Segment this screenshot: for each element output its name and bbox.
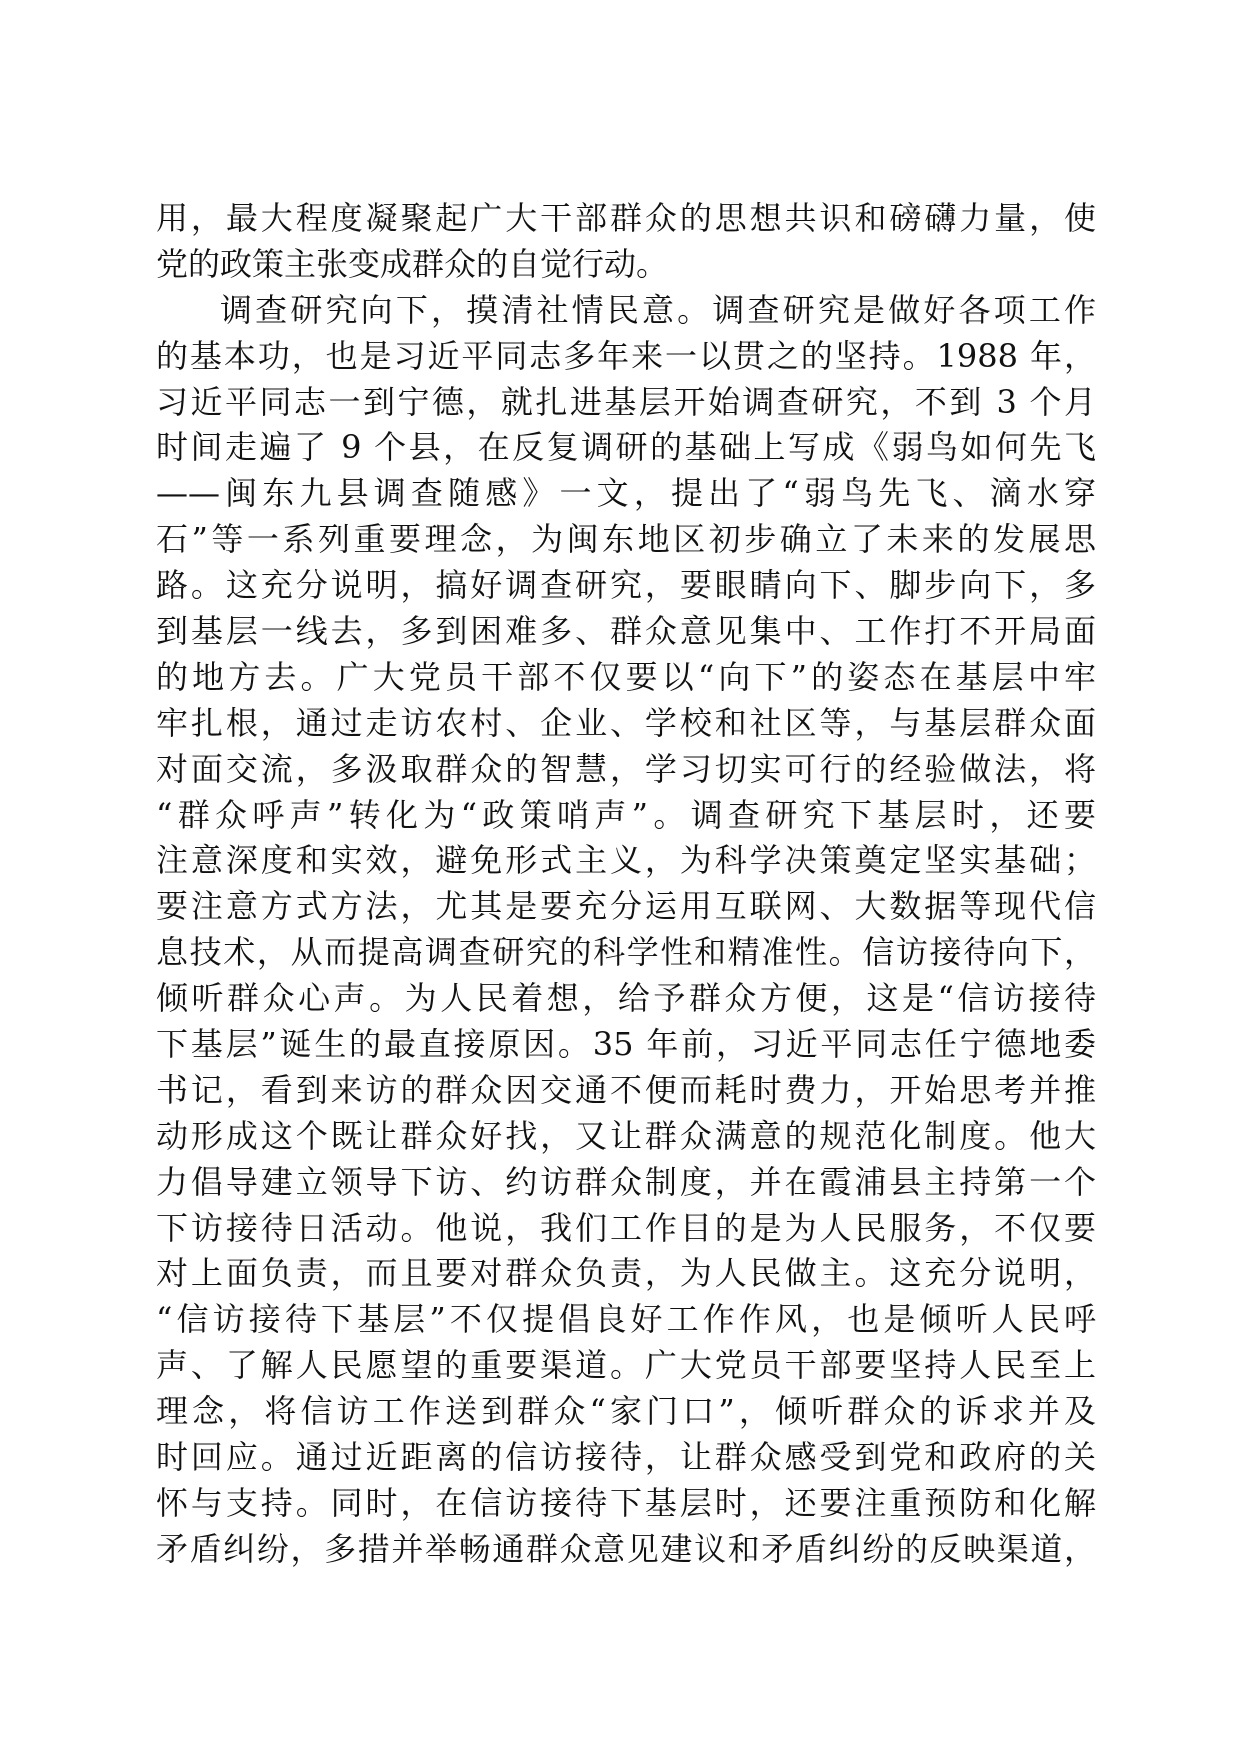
text-line: 对上面负责，而且要对群众负责，为人民做主。这充分说明，: [156, 1254, 1096, 1293]
text-line: 党的政策主张变成群众的自觉行动。: [156, 244, 669, 283]
text-line: “群众呼声”转化为“政策哨声”。调查研究下基层时，还要: [156, 795, 1096, 834]
text-line: 书记，看到来访的群众因交通不便而耗时费力，开始思考并推: [156, 1070, 1096, 1109]
text-line: 牢扎根，通过走访农村、企业、学校和社区等，与基层群众面: [156, 703, 1096, 742]
text-line: 倾听群众心声。为人民着想，给予群众方便，这是“信访接待: [156, 979, 1096, 1018]
text-line: 的基本功，也是习近平同志多年来一以贯之的坚持。1988 年，: [156, 336, 1096, 375]
text-line: 力倡导建立领导下访、约访群众制度，并在霞浦县主持第一个: [156, 1162, 1096, 1201]
body-text: [156, 196, 1096, 1573]
text-line: 矛盾纠纷，多措并举畅通群众意见建议和矛盾纠纷的反映渠道，: [156, 1529, 1096, 1568]
text-line: 习近平同志一到宁德，就扎进基层开始调查研究，不到 3 个月: [156, 382, 1096, 421]
paragraph-first-line: 调查研究向下，摸清社情民意。调查研究是做好各项工作: [220, 290, 1096, 329]
text-line: 下访接待日活动。他说，我们工作目的是为人民服务，不仅要: [156, 1208, 1096, 1247]
text-line: 时间走遍了 9 个县，在反复调研的基础上写成《弱鸟如何先飞: [156, 428, 1096, 467]
text-line: 要注意方式方法，尤其是要充分运用互联网、大数据等现代信: [156, 887, 1096, 926]
text-line: “信访接待下基层”不仅提倡良好工作作风，也是倾听人民呼: [156, 1300, 1096, 1339]
text-line: 用，最大程度凝聚起广大干部群众的思想共识和磅礴力量，使: [156, 199, 1096, 237]
text-line: 到基层一线去，多到困难多、群众意见集中、工作打不开局面: [156, 612, 1096, 651]
text-line: 对面交流，多汲取群众的智慧，学习切实可行的经验做法，将: [156, 749, 1096, 788]
text-line: 路。这充分说明，搞好调查研究，要眼睛向下、脚步向下，多: [156, 566, 1096, 605]
text-line: 时回应。通过近距离的信访接待，让群众感受到党和政府的关: [156, 1438, 1096, 1477]
text-line: 下基层”诞生的最直接原因。35 年前，习近平同志任宁德地委: [156, 1025, 1096, 1064]
text-line: 石”等一系列重要理念，为闽东地区初步确立了未来的发展思: [156, 520, 1096, 559]
text-line: 注意深度和实效，避免形式主义，为科学决策奠定坚实基础；: [156, 841, 1096, 880]
text-line: 息技术，从而提高调查研究的科学性和精准性。信访接待向下，: [156, 933, 1096, 972]
text-line: 声、了解人民愿望的重要渠道。广大党员干部要坚持人民至上: [156, 1346, 1096, 1385]
text-line: 的地方去。广大党员干部不仅要以“向下”的姿态在基层中牢: [156, 657, 1096, 696]
text-line: 怀与支持。同时，在信访接待下基层时，还要注重预防和化解: [156, 1483, 1096, 1522]
text-line: 理念，将信访工作送到群众“家门口”，倾听群众的诉求并及: [156, 1392, 1096, 1431]
text-line: ——闽东九县调查随感》一文，提出了“弱鸟先飞、滴水穿: [156, 474, 1096, 513]
text-line: 动形成这个既让群众好找，又让群众满意的规范化制度。他大: [156, 1116, 1096, 1155]
